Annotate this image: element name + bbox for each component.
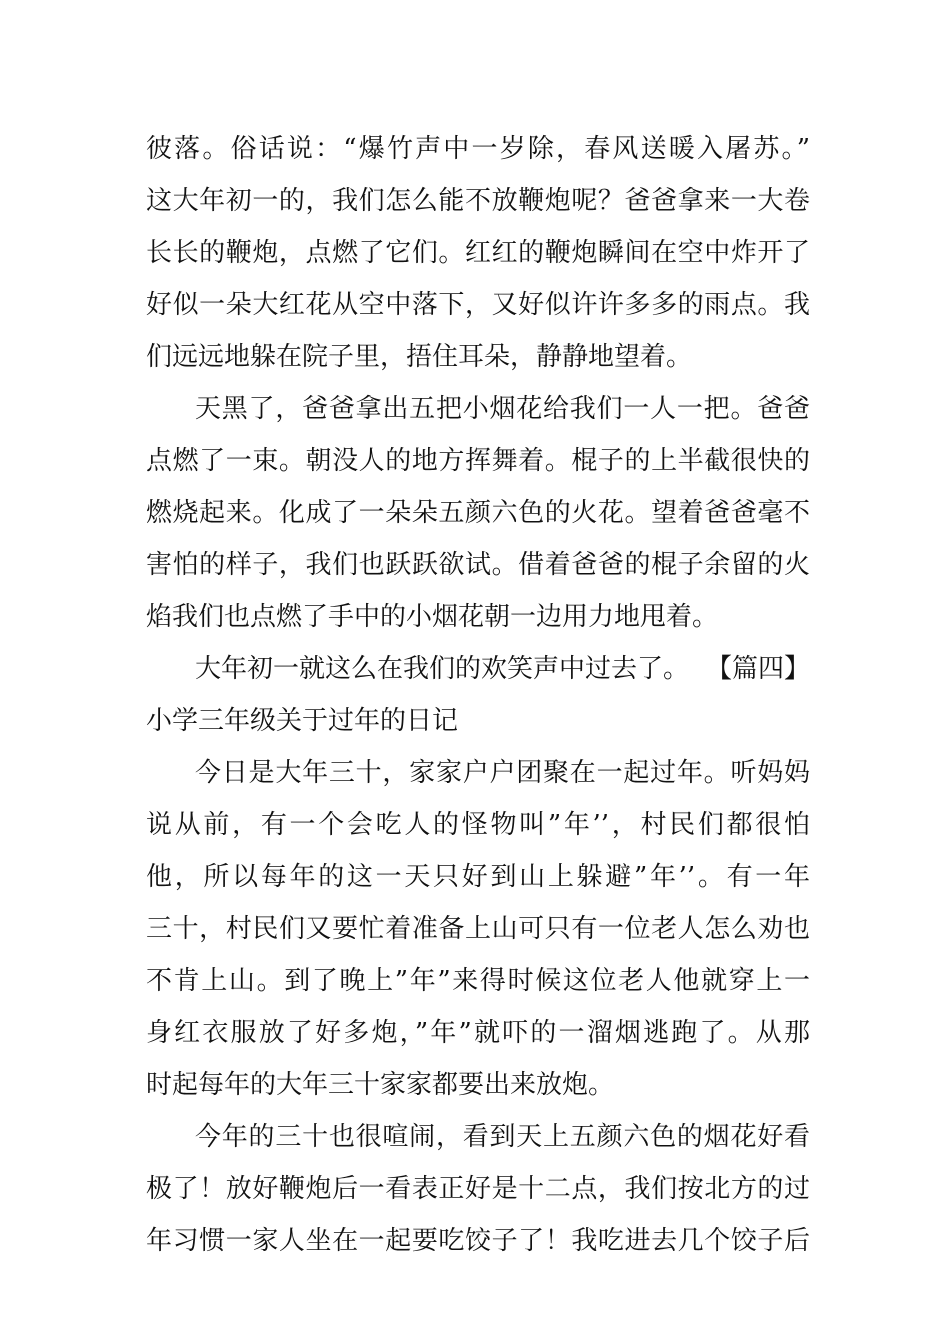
text-line: 燃烧起来。化成了一朵朵五颜六色的火花。望着爸爸毫不 — [146, 498, 810, 528]
text-line: 今年的三十也很喧闹，看到天上五颜六色的烟花好看 — [195, 1122, 810, 1152]
text-line: 天黑了，爸爸拿出五把小烟花给我们一人一把。爸爸 — [195, 394, 810, 424]
text-line: 们远远地躲在院子里，捂住耳朵，静静地望着。 — [146, 342, 693, 372]
section-title: 小学三年级关于过年的日记 — [146, 706, 459, 736]
text-line: 极了！放好鞭炮后一看表正好是十二点，我们按北方的过 — [146, 1174, 810, 1204]
text-line: 焰我们也点燃了手中的小烟花朝一边用力地甩着。 — [146, 602, 719, 632]
text-line: 这大年初一的，我们怎么能不放鞭炮呢？爸爸拿来一大卷 — [146, 186, 810, 216]
text-line: 今日是大年三十，家家户户团聚在一起过年。听妈妈 — [195, 758, 810, 788]
text-line: 不肯上山。到了晚上”年”来得时候这位老人他就穿上一 — [146, 966, 810, 996]
text-line: 害怕的样子，我们也跃跃欲试。借着爸爸的棍子余留的火 — [146, 550, 810, 580]
text-line: 身红衣服放了好多炮，”年”就吓的一溜烟逃跑了。从那 — [146, 1018, 810, 1048]
text-line: 他，所以每年的这一天只好到山上躲避”年’’。有一年 — [146, 862, 810, 892]
text-line: 三十，村民们又要忙着准备上山可只有一位老人怎么劝也 — [146, 914, 810, 944]
text-line: 说从前，有一个会吃人的怪物叫”年’’，村民们都很怕 — [146, 810, 810, 840]
text-line: 点燃了一束。朝没人的地方挥舞着。棍子的上半截很快的 — [146, 446, 810, 476]
text-line: 时起每年的大年三十家家都要出来放炮。 — [146, 1070, 615, 1100]
text-line: 大年初一就这么在我们的欢笑声中过去了。 — [195, 654, 690, 684]
section-marker: 【篇四】 — [705, 654, 810, 684]
text-line: 长长的鞭炮，点燃了它们。红红的鞭炮瞬间在空中炸开了 — [146, 238, 810, 268]
text-line: 好似一朵大红花从空中落下，又好似许许多多的雨点。我 — [146, 290, 810, 320]
text-line: 年习惯一家人坐在一起要吃饺子了！我吃进去几个饺子后 — [146, 1226, 810, 1256]
text-line: 彼落。俗话说：“爆竹声中一岁除，春风送暖入屠苏。” — [146, 134, 810, 164]
